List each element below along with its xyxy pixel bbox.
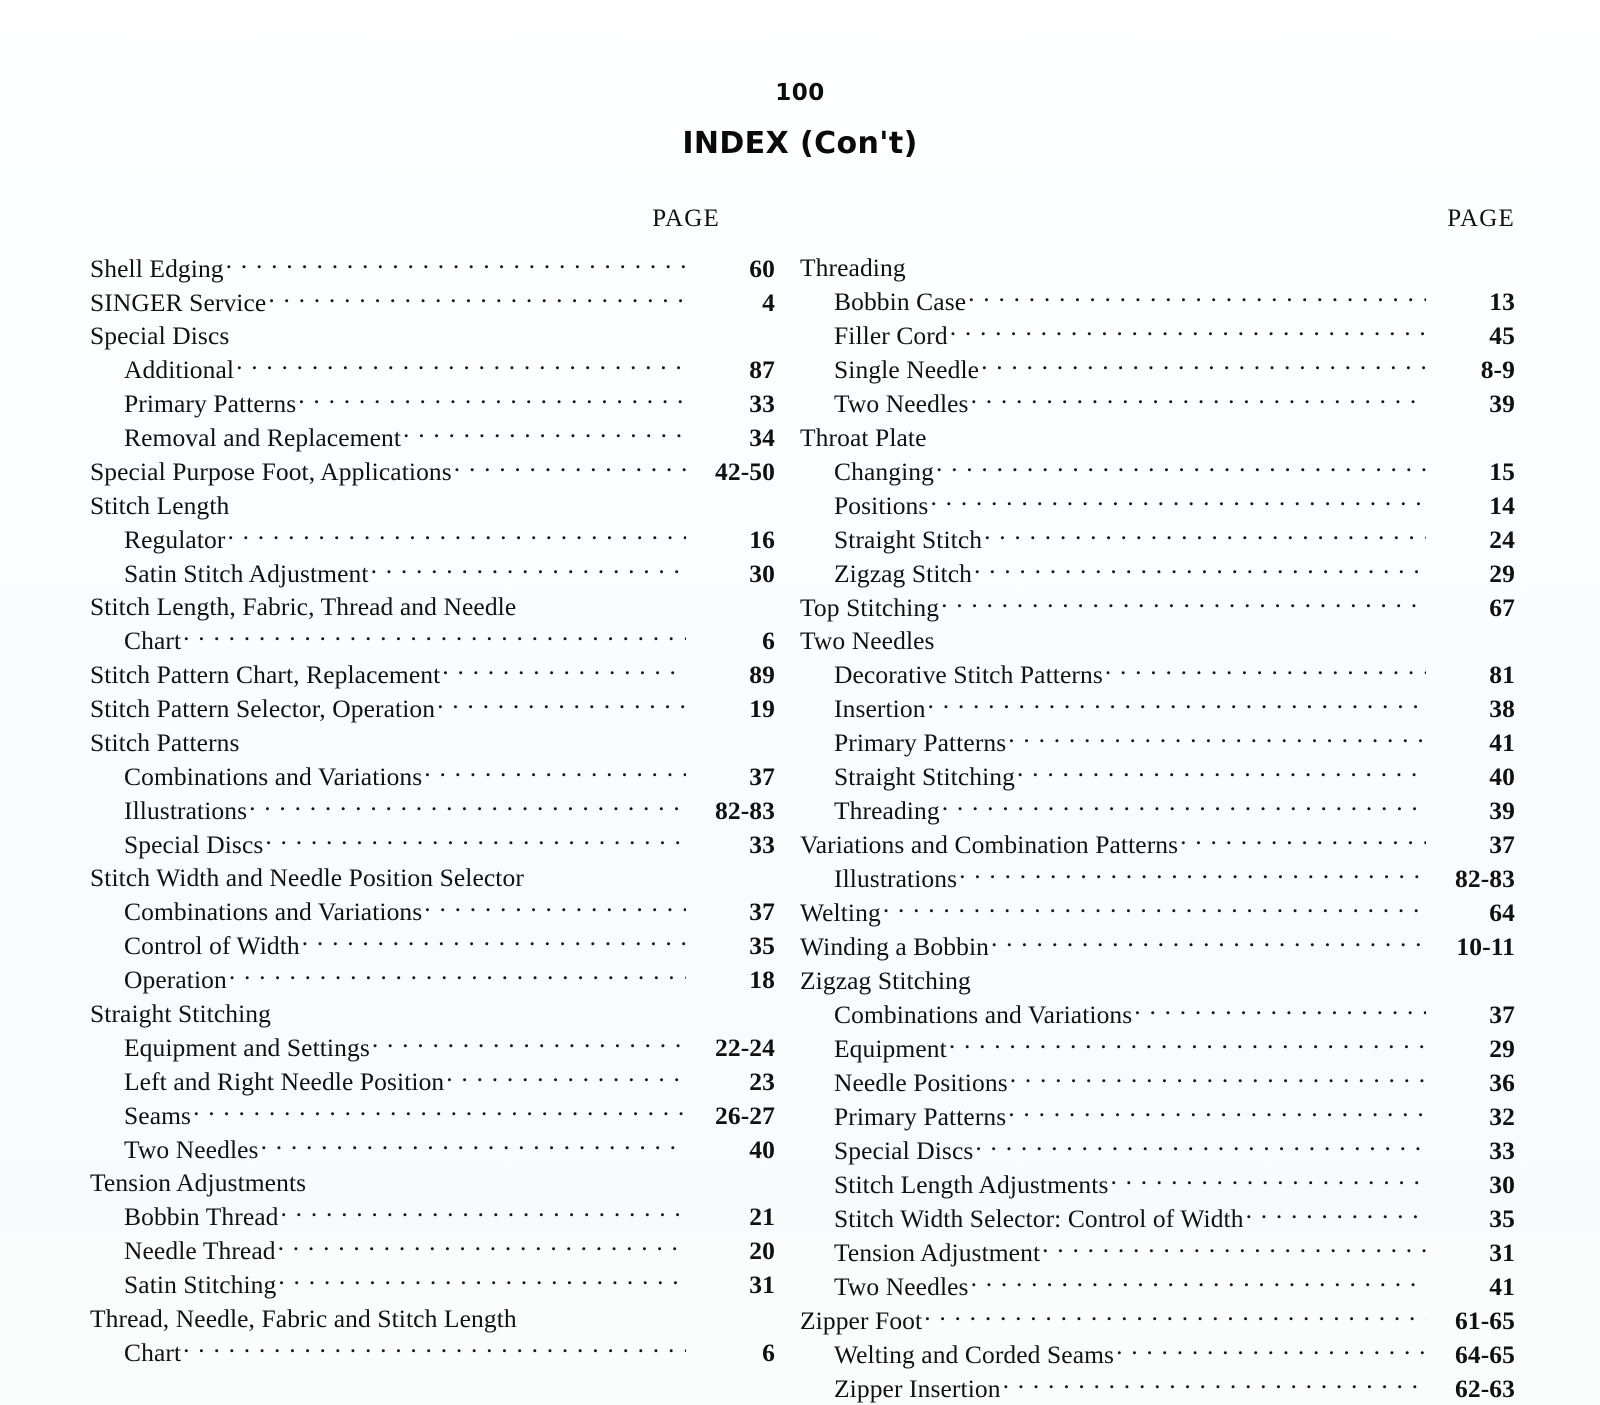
dot-leader [1010, 1065, 1426, 1091]
index-entry [800, 285, 1515, 319]
index-entry-page-number: 20 [687, 1234, 775, 1268]
index-entry [800, 828, 1515, 862]
index-entry-page-number: 14 [1427, 489, 1515, 523]
index-entry [90, 692, 775, 726]
dot-leader [227, 522, 686, 548]
dot-leader [1116, 1337, 1426, 1363]
index-entry-label: Two Needles [800, 624, 935, 658]
dot-leader [268, 285, 686, 311]
index-entry [800, 624, 1515, 658]
index-entry-label: Positions [834, 489, 928, 523]
dot-leader [226, 251, 686, 277]
index-entry-page-number: 40 [687, 1133, 775, 1167]
dot-leader [446, 1064, 686, 1090]
index-entry-label: Illustrations [124, 794, 247, 828]
index-entry-label: Zigzag Stitch [834, 557, 972, 591]
index-entry-page-number: 29 [1427, 1032, 1515, 1066]
index-entry [90, 1335, 775, 1369]
dot-leader [941, 590, 1426, 616]
index-entry [800, 1031, 1515, 1065]
index-entry-page-number: 35 [1427, 1202, 1515, 1236]
index-entry-page-number: 61-65 [1427, 1304, 1515, 1338]
index-entry-page-number: 33 [1427, 1134, 1515, 1168]
page-column-header-left: PAGE [90, 205, 775, 233]
dot-leader [236, 353, 686, 379]
index-entry [90, 285, 775, 319]
index-entry-page-number: 18 [687, 963, 775, 997]
index-entry [800, 421, 1515, 455]
dot-leader [930, 488, 1426, 514]
index-entry-page-number: 40 [1427, 760, 1515, 794]
index-entry [90, 1200, 775, 1234]
index-entry [90, 759, 775, 793]
dot-leader [928, 692, 1426, 718]
dot-leader [1017, 760, 1426, 786]
index-entry-label: Combinations and Variations [124, 895, 422, 929]
dot-leader [1003, 1371, 1426, 1397]
index-entry-page-number: 32 [1427, 1100, 1515, 1134]
index-entry [800, 522, 1515, 556]
dot-leader [968, 285, 1426, 311]
dot-leader [183, 624, 686, 650]
index-entry [90, 421, 775, 455]
index-entry-label: Stitch Width Selector: Control of Width [834, 1202, 1244, 1236]
index-entry-page-number: 21 [687, 1200, 775, 1234]
index-entry-label: Zigzag Stitching [800, 964, 971, 998]
index-entry-label: Equipment [834, 1032, 947, 1066]
index-entry-page-number: 33 [687, 387, 775, 421]
index-entry [800, 964, 1515, 998]
index-entry-page-number: 8-9 [1427, 353, 1515, 387]
index-entry [800, 1133, 1515, 1167]
index-entry [90, 455, 775, 489]
index-entry-page-number: 82-83 [1427, 862, 1515, 896]
index-entry-page-number: 10-11 [1427, 930, 1515, 964]
index-entry-label: Decorative Stitch Patterns [834, 658, 1103, 692]
page-title: INDEX (Con't) [0, 126, 1600, 161]
index-entry-label: Stitch Length [90, 489, 229, 523]
index-entry [800, 488, 1515, 522]
dot-leader [424, 895, 686, 921]
index-entry-page-number: 82-83 [687, 794, 775, 828]
dot-leader [1008, 726, 1426, 752]
dot-leader [1134, 997, 1426, 1023]
index-entry-page-number: 4 [687, 286, 775, 320]
dot-leader [991, 930, 1426, 956]
index-entry-label: Needle Positions [834, 1066, 1008, 1100]
index-entry-page-number: 81 [1427, 658, 1515, 692]
index-entry-label: Two Needles [124, 1133, 259, 1167]
dot-leader [950, 319, 1426, 345]
index-entry-page-number: 24 [1427, 523, 1515, 557]
index-entry [800, 1167, 1515, 1201]
index-entry-label: Regulator [124, 523, 225, 557]
dot-leader [959, 862, 1426, 888]
dot-leader [193, 1098, 686, 1124]
index-entry-page-number: 64 [1427, 896, 1515, 930]
index-entry [800, 794, 1515, 828]
dot-leader [261, 1132, 686, 1158]
index-entry-label: Stitch Pattern Selector, Operation [90, 692, 435, 726]
index-entry [800, 658, 1515, 692]
index-entry-label: Straight Stitch [834, 523, 982, 557]
dot-leader [249, 793, 686, 819]
index-entry-page-number: 22-24 [687, 1031, 775, 1065]
index-entry-label: Throat Plate [800, 421, 927, 455]
index-entry [90, 929, 775, 963]
index-column-left [0, 205, 790, 1405]
index-entry [800, 1303, 1515, 1337]
index-entry-label: Welting and Corded Seams [834, 1338, 1114, 1372]
index-entry [90, 1098, 775, 1132]
index-entry [90, 1302, 775, 1336]
index-entry-page-number: 13 [1427, 285, 1515, 319]
index-entry-label: Satin Stitching [124, 1268, 276, 1302]
index-entry [90, 1064, 775, 1098]
index-entry-label: Variations and Combination Patterns [800, 828, 1178, 862]
index-entry-label: Threading [800, 251, 906, 285]
index-entry-page-number: 6 [687, 1336, 775, 1370]
index-entry [90, 624, 775, 658]
folio-number: 100 [0, 0, 1600, 106]
index-entry-label: Winding a Bobbin [800, 930, 989, 964]
index-entry-page-number: 87 [687, 353, 775, 387]
dot-leader [454, 455, 686, 481]
dot-leader [883, 896, 1426, 922]
index-entry-page-number: 37 [1427, 998, 1515, 1032]
dot-leader [981, 353, 1426, 379]
index-entry-page-number: 29 [1427, 557, 1515, 591]
dot-leader [278, 1234, 686, 1260]
dot-leader [229, 963, 686, 989]
index-entry-label: Primary Patterns [834, 1100, 1006, 1134]
dot-leader [942, 794, 1426, 820]
dot-leader [302, 929, 686, 955]
index-entry-label: Chart [124, 1336, 181, 1370]
index-entry-page-number: 62-63 [1427, 1372, 1515, 1405]
index-entry-page-number: 42-50 [687, 455, 775, 489]
dot-leader [1042, 1235, 1426, 1261]
index-entry-label: Primary Patterns [124, 387, 296, 421]
index-entry-label: Chart [124, 624, 181, 658]
index-entry-label: Two Needles [834, 1270, 969, 1304]
index-entry-list-left [90, 251, 775, 1369]
dot-leader [1180, 828, 1426, 854]
index-entry-label: Special Purpose Foot, Applications [90, 455, 452, 489]
dot-leader [372, 1030, 686, 1056]
index-entry-page-number: 45 [1427, 319, 1515, 353]
dot-leader [403, 421, 686, 447]
dot-leader [971, 1269, 1426, 1295]
index-entry-page-number: 41 [1427, 726, 1515, 760]
index-entry-label: Zipper Foot [800, 1304, 922, 1338]
index-entry [90, 997, 775, 1031]
index-entry-label: Straight Stitching [834, 760, 1015, 794]
index-entry [90, 489, 775, 523]
dot-leader [949, 1031, 1426, 1057]
index-entry [90, 1268, 775, 1302]
index-entry-page-number: 35 [687, 929, 775, 963]
index-entry-page-number: 26-27 [687, 1099, 775, 1133]
index-entry [800, 1201, 1515, 1235]
index-entry-label: Bobbin Thread [124, 1200, 279, 1234]
dot-leader [975, 1133, 1426, 1159]
index-entry [90, 793, 775, 827]
index-entry-page-number: 31 [687, 1268, 775, 1302]
dot-leader [298, 387, 686, 413]
index-entry [90, 387, 775, 421]
index-entry [800, 726, 1515, 760]
index-entry-page-number: 37 [687, 895, 775, 929]
index-entry [800, 692, 1515, 726]
index-entry-label: Welting [800, 896, 881, 930]
index-entry-label: Tension Adjustments [90, 1166, 306, 1200]
index-entry [800, 760, 1515, 794]
index-entry-label: Operation [124, 963, 227, 997]
index-entry-label: Insertion [834, 692, 926, 726]
dot-leader [265, 827, 686, 853]
index-entry [90, 726, 775, 760]
dot-leader [437, 692, 686, 718]
index-entry-label: Combinations and Variations [834, 998, 1132, 1032]
index-entry-label: Shell Edging [90, 252, 224, 286]
index-entry-label: Control of Width [124, 929, 300, 963]
index-entry [800, 1269, 1515, 1303]
index-entry-label: Additional [124, 353, 234, 387]
index-entry [90, 556, 775, 590]
index-columns [0, 205, 1600, 1405]
index-entry [800, 1099, 1515, 1133]
index-entry [800, 862, 1515, 896]
index-entry-label: Needle Thread [124, 1234, 276, 1268]
index-entry-label: SINGER Service [90, 286, 266, 320]
index-entry [800, 454, 1515, 488]
index-entry [800, 896, 1515, 930]
index-entry-list-right [800, 251, 1515, 1405]
index-entry [90, 963, 775, 997]
index-entry-label: Removal and Replacement [124, 421, 401, 455]
index-entry-page-number: 30 [687, 557, 775, 591]
index-entry-page-number: 39 [1427, 387, 1515, 421]
dot-leader [1246, 1201, 1426, 1227]
index-entry [800, 930, 1515, 964]
dot-leader [984, 522, 1426, 548]
index-entry-label: Combinations and Variations [124, 760, 422, 794]
index-entry-label: Left and Right Needle Position [124, 1065, 444, 1099]
index-entry [90, 1030, 775, 1064]
index-entry-label: Filler Cord [834, 319, 948, 353]
index-entry-page-number: 23 [687, 1065, 775, 1099]
index-column-right [790, 205, 1600, 1405]
index-entry-label: Changing [834, 455, 934, 489]
dot-leader [424, 759, 686, 785]
dot-leader [974, 556, 1426, 582]
index-entry-label: Stitch Pattern Chart, Replacement [90, 658, 440, 692]
index-entry [90, 590, 775, 624]
index-entry-label: Satin Stitch Adjustment [124, 557, 369, 591]
index-entry-page-number: 16 [687, 523, 775, 557]
index-entry-label: Bobbin Case [834, 285, 966, 319]
index-entry [800, 997, 1515, 1031]
index-entry-page-number: 36 [1427, 1066, 1515, 1100]
index-entry-label: Top Stitching [800, 591, 939, 625]
index-entry-label: Special Discs [90, 319, 229, 353]
index-entry [800, 251, 1515, 285]
index-entry [90, 658, 775, 692]
dot-leader [924, 1303, 1426, 1329]
index-entry-label: Stitch Width and Needle Position Selector [90, 861, 524, 895]
index-entry [800, 319, 1515, 353]
index-entry [800, 1065, 1515, 1099]
index-entry [90, 861, 775, 895]
index-entry-label: Special Discs [834, 1134, 973, 1168]
index-entry [800, 1235, 1515, 1269]
dot-leader [278, 1268, 686, 1294]
dot-leader [442, 658, 686, 684]
dot-leader [1105, 658, 1426, 684]
index-entry-label: Threading [834, 794, 940, 828]
index-entry-label: Seams [124, 1099, 191, 1133]
index-entry [800, 387, 1515, 421]
index-entry-label: Tension Adjustment [834, 1236, 1040, 1270]
dot-leader [1008, 1099, 1426, 1125]
index-entry [800, 590, 1515, 624]
dot-leader [281, 1200, 686, 1226]
index-entry-label: Straight Stitching [90, 997, 271, 1031]
dot-leader [183, 1335, 686, 1361]
index-entry-label: Stitch Length, Fabric, Thread and Needle [90, 590, 516, 624]
index-entry-label: Thread, Needle, Fabric and Stitch Length [90, 1302, 517, 1336]
index-entry-page-number: 15 [1427, 455, 1515, 489]
index-entry-page-number: 19 [687, 692, 775, 726]
index-entry-page-number: 64-65 [1427, 1338, 1515, 1372]
index-entry-page-number: 39 [1427, 794, 1515, 828]
index-entry-label: Two Needles [834, 387, 969, 421]
index-entry-page-number: 33 [687, 828, 775, 862]
index-entry [800, 353, 1515, 387]
index-entry-page-number: 41 [1427, 1270, 1515, 1304]
index-entry [90, 1132, 775, 1166]
index-entry-label: Zipper Insertion [834, 1372, 1001, 1405]
dot-leader [371, 556, 686, 582]
index-entry [800, 1371, 1515, 1405]
index-entry [800, 1337, 1515, 1371]
index-entry-label: Illustrations [834, 862, 957, 896]
index-entry-label: Primary Patterns [834, 726, 1006, 760]
index-entry-label: Equipment and Settings [124, 1031, 370, 1065]
index-entry-page-number: 37 [687, 760, 775, 794]
index-entry [90, 1234, 775, 1268]
index-entry-page-number: 60 [687, 252, 775, 286]
index-entry-page-number: 37 [1427, 828, 1515, 862]
index-entry-label: Stitch Length Adjustments [834, 1168, 1109, 1202]
index-entry-page-number: 30 [1427, 1168, 1515, 1202]
index-entry [90, 353, 775, 387]
dot-leader [971, 387, 1426, 413]
index-entry-label: Special Discs [124, 828, 263, 862]
index-entry-page-number: 67 [1427, 591, 1515, 625]
index-entry [90, 319, 775, 353]
dot-leader [1111, 1167, 1427, 1193]
page-column-header-right: PAGE [800, 205, 1515, 233]
index-entry-page-number: 34 [687, 421, 775, 455]
index-entry [90, 895, 775, 929]
index-entry-label: Stitch Patterns [90, 726, 240, 760]
index-entry-page-number: 6 [687, 624, 775, 658]
index-entry [90, 827, 775, 861]
index-entry-label: Single Needle [834, 353, 979, 387]
index-entry-page-number: 89 [687, 658, 775, 692]
index-entry [90, 251, 775, 285]
index-entry-page-number: 31 [1427, 1236, 1515, 1270]
index-entry [90, 522, 775, 556]
dot-leader [936, 454, 1426, 480]
index-entry [90, 1166, 775, 1200]
index-entry-page-number: 38 [1427, 692, 1515, 726]
index-entry [800, 556, 1515, 590]
